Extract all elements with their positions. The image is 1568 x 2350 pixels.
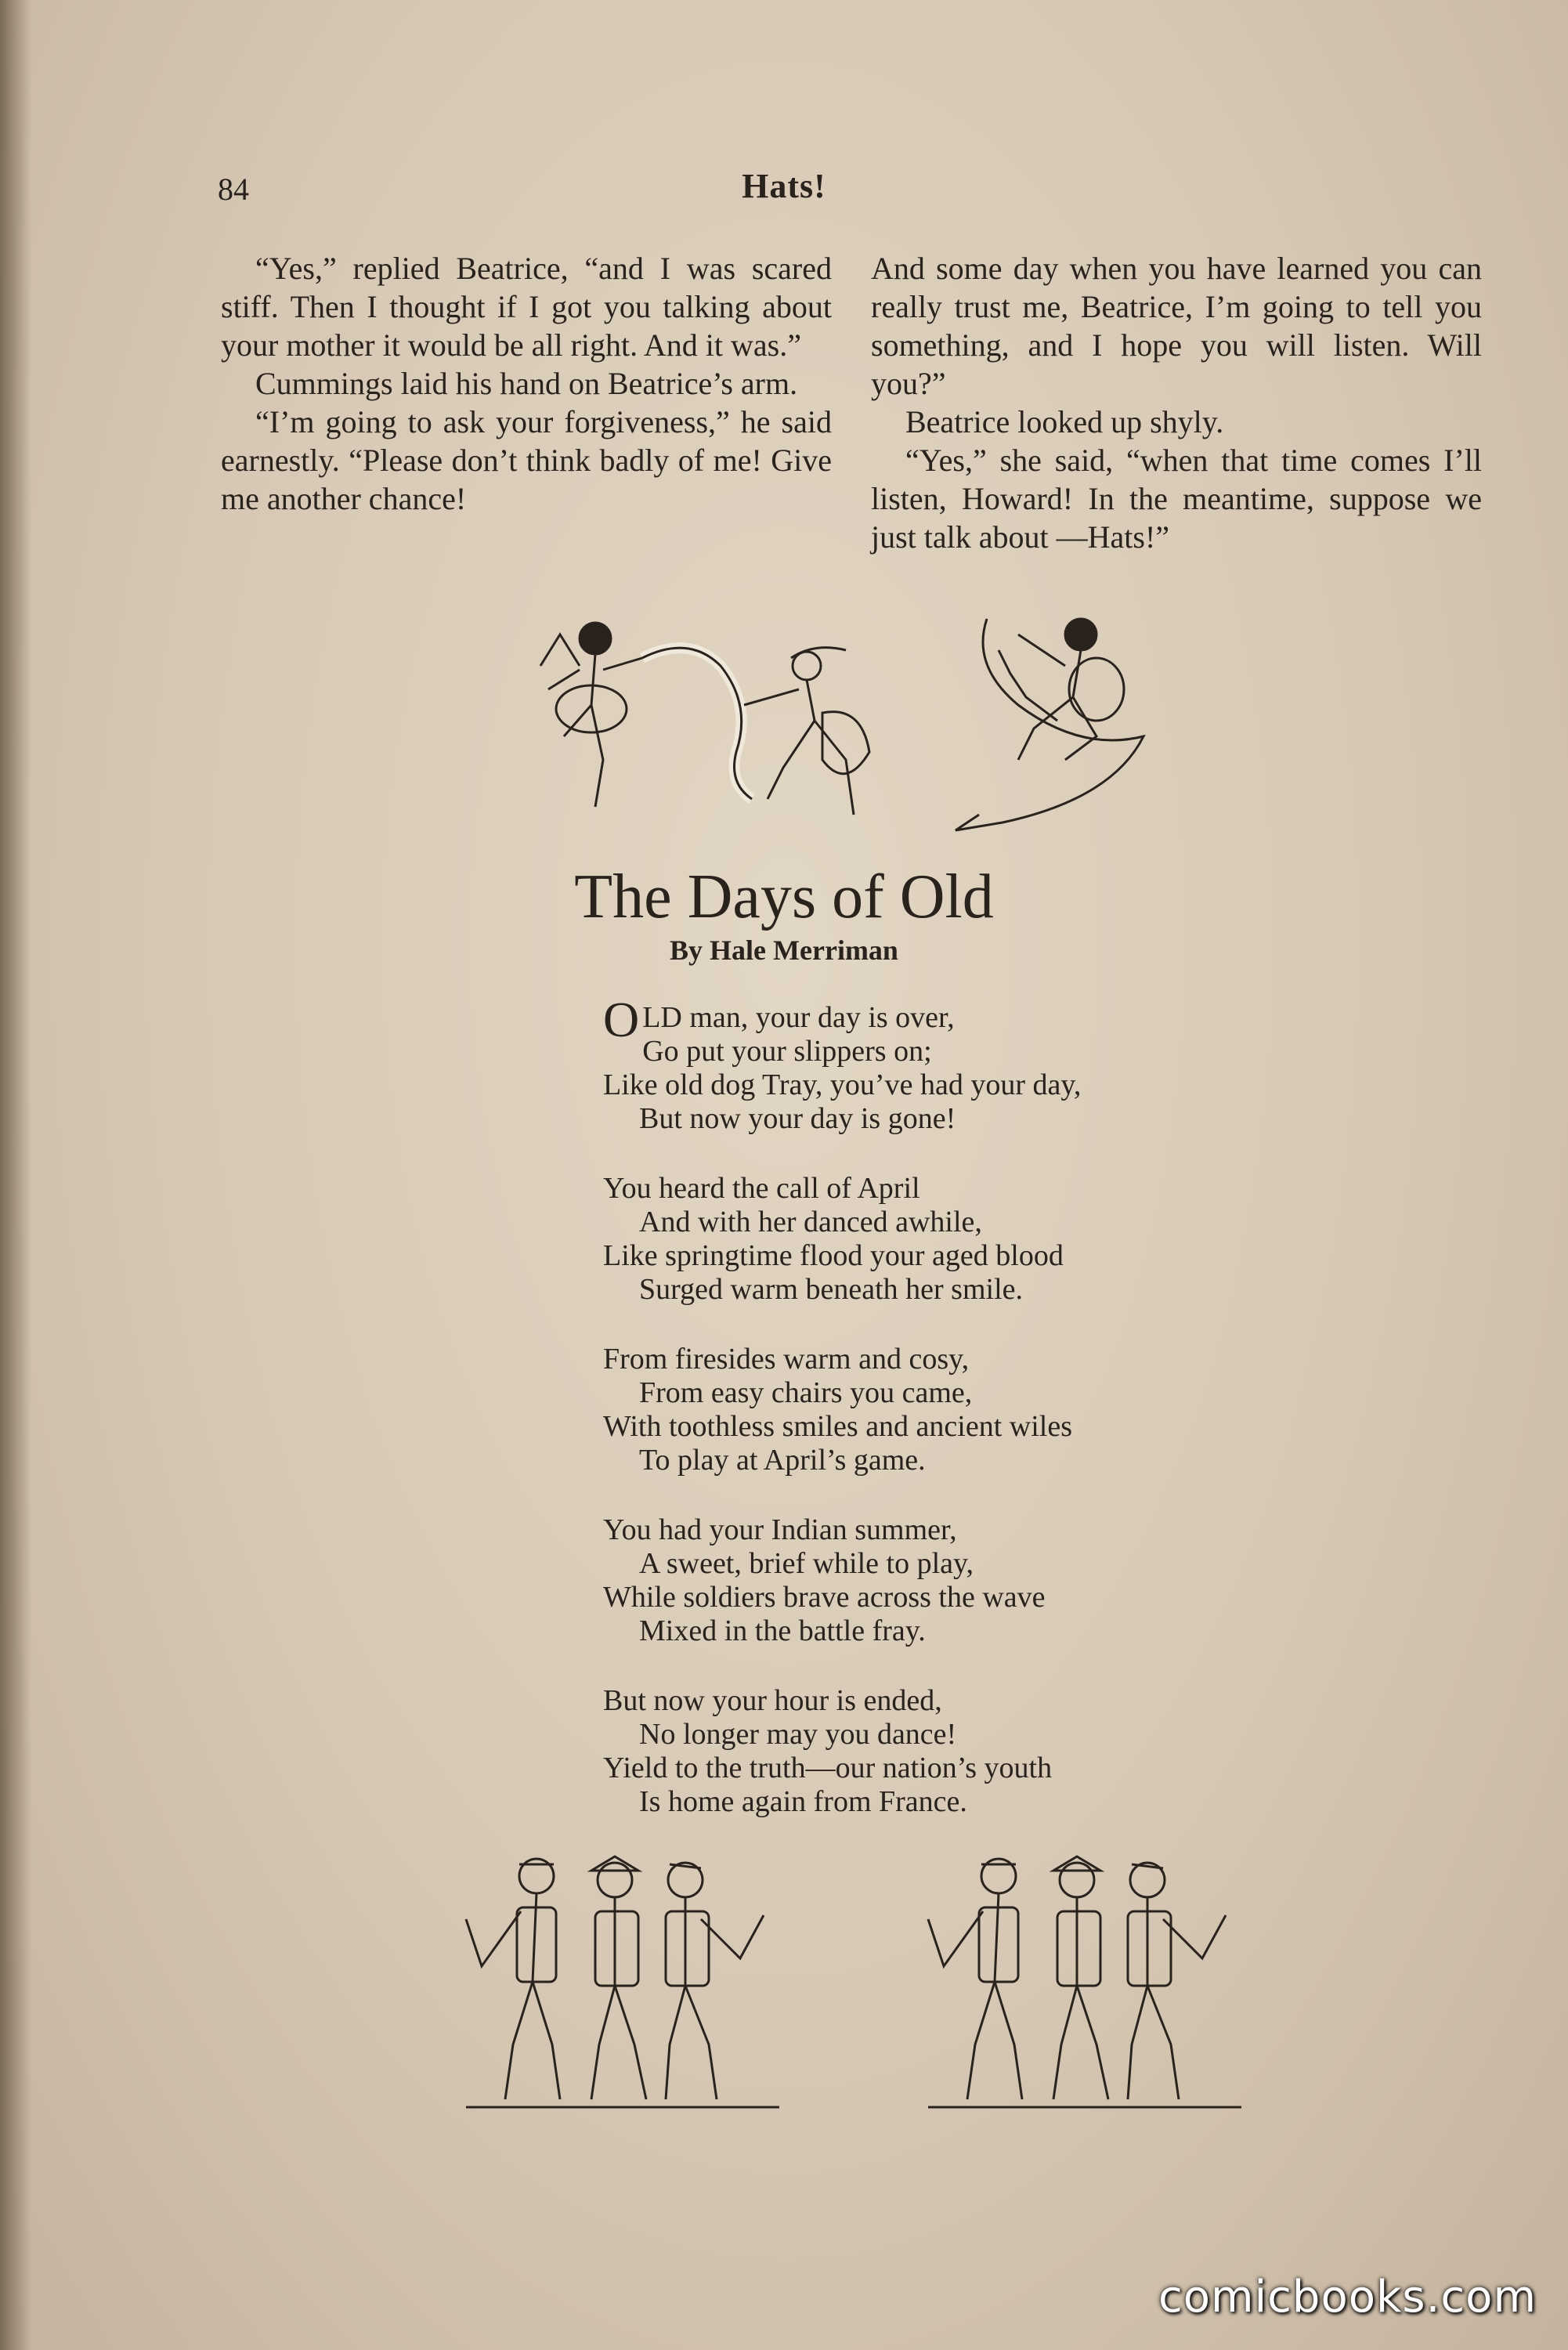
poem-line: From easy chairs you came,	[639, 1376, 973, 1409]
story-paragraph: And some day when you have learned you can really trust me, Beatrice, I’m going to tell you something, and I hope you will listen. Will you?”	[871, 251, 1482, 401]
poem-title: The Days of Old	[574, 862, 994, 931]
poem-stanza	[603, 1684, 1308, 1819]
poem-stanza	[603, 1513, 1308, 1648]
running-title: Hats!	[742, 167, 826, 205]
story-paragraph: Cummings laid his hand on Beatrice’s arm.	[255, 366, 798, 401]
poem-line: From firesides warm and cosy,	[603, 1343, 970, 1376]
poem-line: With toothless smiles and ancient wiles	[603, 1410, 1072, 1443]
poem-line: While soldiers brave across the wave	[603, 1581, 1046, 1614]
watermark: comicbooks.com	[1158, 2272, 1537, 2323]
poem-stanza	[603, 1172, 1308, 1307]
poem-line: A sweet, brief while to play,	[639, 1547, 974, 1580]
story-paragraph: Beatrice looked up shyly.	[905, 404, 1224, 439]
story-column-right	[871, 249, 1482, 556]
page-number: 84	[218, 172, 249, 207]
poem-line: You had your Indian summer,	[603, 1513, 957, 1546]
story-paragraph: “Yes,” she said, “when that time comes I’ll listen, Howard! In the meantime, suppose we just talk about —Hats!”	[871, 443, 1482, 555]
poem-line: You heard the call of April	[603, 1172, 920, 1205]
marching-soldiers-illustration	[912, 1841, 1257, 2123]
poem-line: LD man, your day is over,	[642, 1001, 955, 1034]
story-column-left	[221, 249, 832, 518]
story-paragraph: “I’m going to ask your forgiveness,” he said earnestly. “Please don’t think badly of me! Give me another chance!	[221, 404, 832, 516]
poem-line: Mixed in the battle fray.	[639, 1614, 926, 1647]
poem-line: But now your day is gone!	[639, 1102, 956, 1135]
poem-line: Like old dog Tray, you’ve had your day,	[603, 1068, 1082, 1101]
poem-line: No longer may you dance!	[639, 1718, 957, 1751]
dancing-fairies-illustration	[517, 603, 1183, 838]
poem-line: But now your hour is ended,	[603, 1684, 942, 1717]
poem-line: To play at April’s game.	[639, 1444, 926, 1477]
poem-line: Is home again from France.	[639, 1785, 967, 1818]
poem-stanza	[603, 992, 1308, 1136]
spine-shadow	[0, 0, 31, 2350]
poem-line: Yield to the truth—our nation’s youth	[603, 1752, 1053, 1784]
drop-cap: O	[603, 992, 640, 1047]
poem-byline: By Hale Merriman	[670, 935, 898, 966]
poem-body	[603, 992, 1308, 1855]
story-paragraph: “Yes,” replied Beatrice, “and I was scared stiff. Then I thought if I got you talking about your mother it would be all right. And it was.”	[221, 251, 832, 363]
poem-stanza	[603, 1343, 1308, 1477]
poem-line: Surged warm beneath her smile.	[639, 1273, 1023, 1306]
marching-soldiers-illustration	[450, 1841, 795, 2123]
poem-line: Like springtime flood your aged blood	[603, 1239, 1064, 1272]
poem-line: And with her danced awhile,	[639, 1206, 982, 1238]
poem-line: Go put your slippers on;	[642, 1035, 932, 1068]
